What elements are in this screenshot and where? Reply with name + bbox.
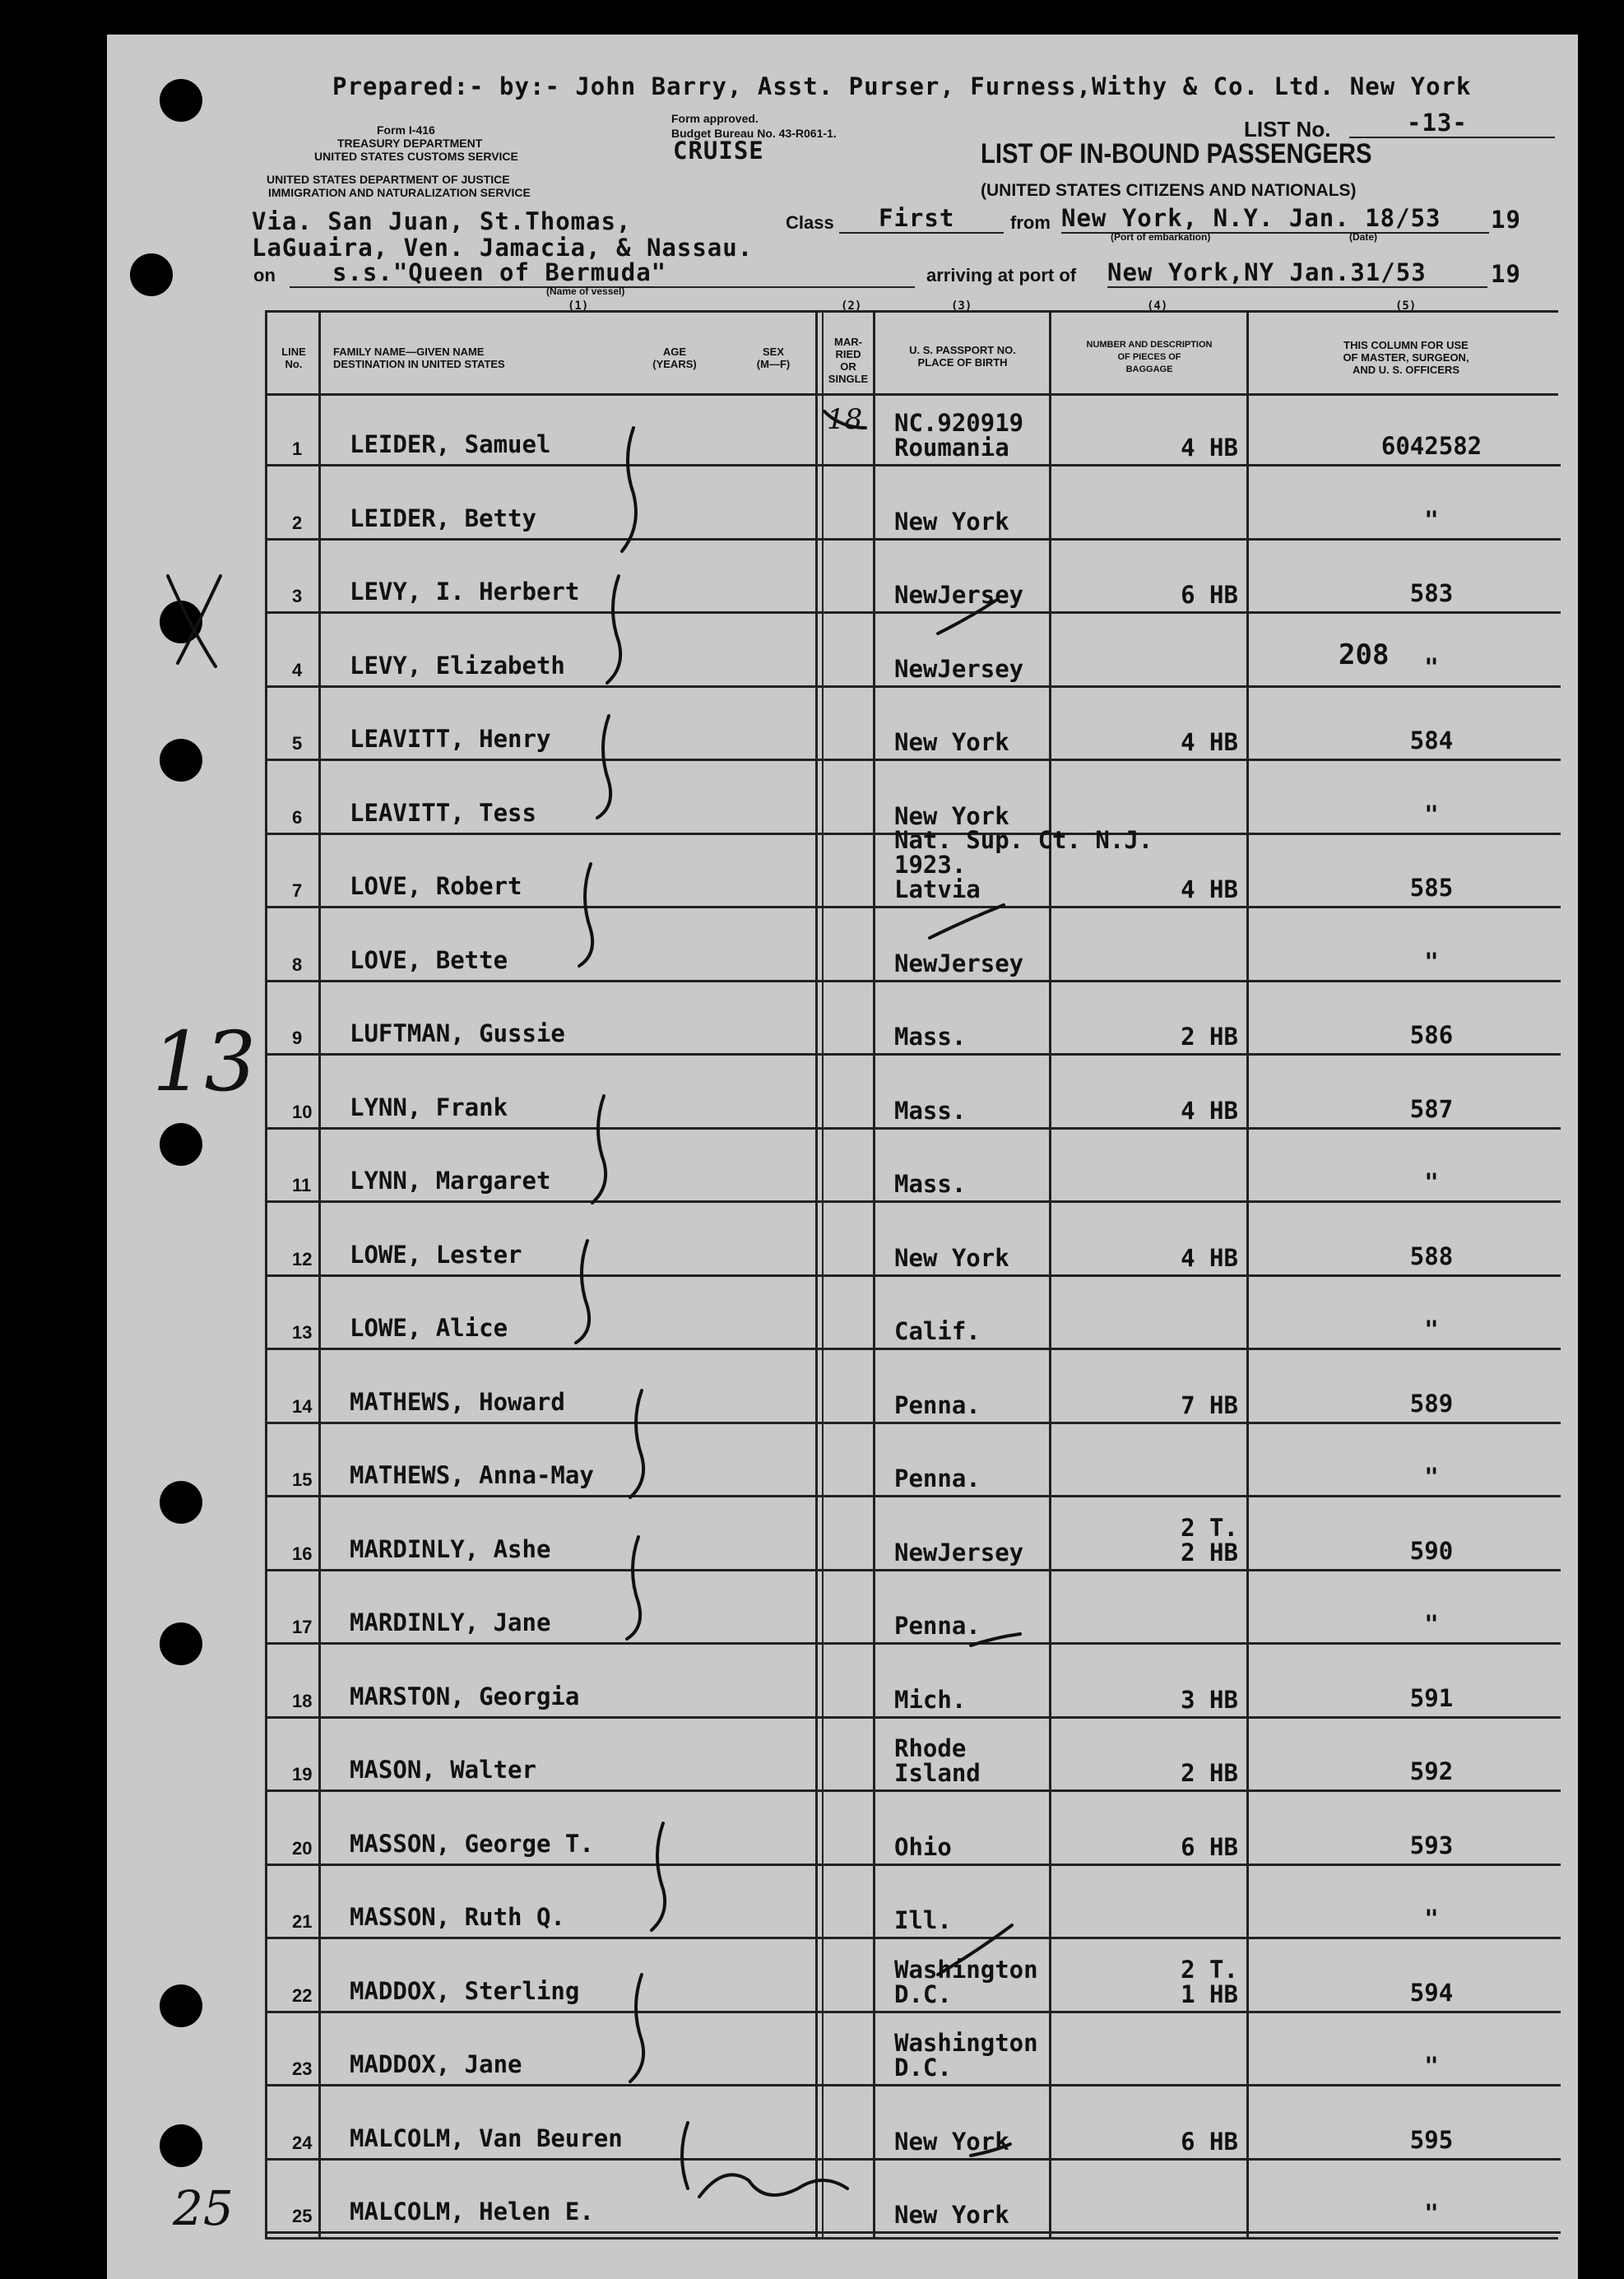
via-line-1: Via. San Juan, St.Thomas,	[252, 207, 632, 235]
line-number: 16	[292, 1543, 313, 1564]
passenger-name: MATHEWS, Howard	[350, 1387, 565, 1416]
baggage-description: 2 T. 2 HB	[1181, 1513, 1238, 1567]
line-number: 3	[292, 586, 303, 606]
official-number: 595	[1409, 2125, 1454, 2154]
place-of-birth: Penna.	[894, 1464, 981, 1492]
table-row	[267, 909, 1561, 982]
official-number: 585	[1409, 874, 1454, 902]
table-row	[267, 1277, 1561, 1350]
baggage-description: 3 HB	[1181, 1685, 1238, 1714]
margin-handwritten-13: 13	[142, 1014, 265, 1110]
passenger-name: LYNN, Margaret	[350, 1167, 551, 1195]
line-number: 21	[292, 1911, 313, 1932]
line-number: 1	[292, 439, 303, 459]
official-number: 586	[1409, 1021, 1454, 1049]
budget-bureau: Budget Bureau No. 43-R061-1.	[671, 127, 837, 140]
class-value: First	[839, 204, 1004, 234]
cruise-label: CRUISE	[673, 137, 764, 165]
passenger-table	[265, 310, 1558, 2240]
arriving-value: New York,NY Jan.31/53	[1107, 258, 1487, 288]
official-number: 593	[1409, 1831, 1454, 1859]
table-row	[267, 2161, 1561, 2234]
official-number: "	[1424, 947, 1439, 976]
line-number: 2	[292, 512, 303, 533]
header-baggage: NUMBER AND DESCRIPTION OF PIECES OF BAGGAGE	[1086, 340, 1213, 374]
column-number: (4)	[1147, 299, 1168, 313]
line-number: 11	[292, 1175, 312, 1195]
official-number: 588	[1409, 1242, 1454, 1270]
form-subtitle: (UNITED STATES CITIZENS AND NATIONALS)	[981, 181, 1357, 200]
place-of-birth: New York	[894, 801, 1009, 830]
column-number: (5)	[1395, 299, 1417, 313]
line-number: 22	[292, 1984, 313, 2006]
place-of-birth: Nat. Sup. Ct. N.J. 1923. Latvia	[894, 826, 1153, 903]
vessel-caption: (Name of vessel)	[546, 285, 625, 297]
place-of-birth: Ohio	[894, 1832, 952, 1861]
passenger-name: LEAVITT, Tess	[350, 798, 536, 827]
line-number: 14	[292, 1395, 313, 1417]
line-number: 12	[292, 1248, 313, 1269]
table-row	[267, 467, 1561, 541]
header-officers: THIS COLUMN FOR USE OF MASTER, SURGEON, AND U. S. OFFICERS	[1343, 339, 1469, 376]
place-of-birth: Mich.	[894, 1685, 967, 1714]
margin-handwritten-25: 25	[173, 2180, 234, 2236]
table-row	[267, 826, 1561, 908]
customs-service: UNITED STATES CUSTOMS SERVICE	[314, 150, 518, 163]
table-row	[267, 762, 1561, 835]
passenger-name: LEVY, Elizabeth	[350, 651, 565, 680]
baggage-description: 4 HB	[1181, 1096, 1238, 1125]
table-row	[267, 1866, 1561, 1939]
official-number: 592	[1409, 1757, 1454, 1785]
place-of-birth: Penna.	[894, 1390, 981, 1419]
official-number: "	[1424, 2199, 1439, 2227]
official-number: 584	[1409, 726, 1454, 754]
place-of-birth: New York	[894, 728, 1009, 756]
via-line-2: LaGuaira, Ven. Jamacia, & Nassau.	[252, 234, 754, 262]
table-row	[267, 1940, 1561, 2013]
passenger-name: LOVE, Robert	[350, 872, 522, 900]
passenger-name: LEAVITT, Henry	[350, 725, 551, 753]
passenger-name: LYNN, Frank	[350, 1093, 508, 1121]
place-of-birth: Mass.	[894, 1023, 967, 1051]
baggage-description: 4 HB	[1181, 728, 1238, 756]
port-of-embarkation-caption: (Port of embarkation)	[1111, 231, 1211, 243]
form-approved: Form approved.	[671, 112, 759, 125]
handwritten-note-208: 208	[1339, 638, 1390, 671]
column-number: (2)	[841, 299, 862, 313]
line-number: 6	[292, 806, 303, 828]
table-row	[267, 1424, 1561, 1497]
form-number: Form I-416	[377, 123, 435, 137]
treasury-department: TREASURY DEPARTMENT	[337, 137, 483, 150]
official-number: 589	[1409, 1389, 1454, 1418]
table-row	[267, 2013, 1561, 2086]
table-row	[267, 1351, 1561, 1424]
official-number: "	[1424, 1463, 1439, 1491]
department-of-justice: UNITED STATES DEPARTMENT OF JUSTICE	[267, 173, 510, 186]
place-of-birth: New York	[894, 2201, 1009, 2229]
column-number: (3)	[951, 299, 972, 313]
immigration-service: IMMIGRATION AND NATURALIZATION SERVICE	[268, 186, 531, 199]
passenger-name: LEVY, I. Herbert	[350, 578, 580, 606]
header-line-no: LINE No.	[281, 346, 309, 370]
baggage-description: 4 HB	[1181, 1243, 1238, 1272]
baggage-description: 2 HB	[1181, 1759, 1238, 1787]
place-of-birth: Washington D.C.	[894, 1955, 1038, 2008]
from-label: from	[1010, 212, 1051, 233]
baggage-description: 6 HB	[1181, 1832, 1238, 1861]
arriving-label: arriving at port of	[926, 265, 1077, 285]
table-row	[267, 1204, 1561, 1277]
binder-hole	[160, 1984, 202, 2027]
table-row	[267, 541, 1561, 614]
passenger-name: MADDOX, Jane	[350, 2050, 522, 2078]
official-number: 6042582	[1380, 432, 1482, 460]
header-name: FAMILY NAME—GIVEN NAME DESTINATION IN UNITED STATES	[333, 346, 505, 370]
binder-hole	[160, 1481, 202, 1524]
baggage-description: 4 HB	[1181, 875, 1238, 903]
line-number: 5	[292, 733, 303, 754]
binder-hole	[160, 1123, 202, 1166]
binder-hole	[160, 2124, 202, 2167]
binder-hole	[130, 253, 173, 296]
on-label: on	[253, 265, 276, 285]
binder-hole	[160, 739, 202, 782]
line-number: 10	[292, 1101, 313, 1122]
line-number: 19	[292, 1764, 313, 1785]
line-number: 23	[292, 2059, 313, 2079]
line-number: 8	[292, 954, 303, 975]
list-no-label: LIST No.	[1244, 117, 1331, 142]
official-number: "	[1424, 2052, 1439, 2080]
form-title: LIST OF IN-BOUND PASSENGERS	[981, 138, 1372, 169]
place-of-birth: NewJersey	[894, 949, 1024, 977]
header-age: AGE (YEARS)	[652, 346, 697, 370]
line-number: 7	[292, 880, 303, 901]
baggage-description: 6 HB	[1181, 2127, 1238, 2156]
place-of-birth: New York	[894, 2127, 1009, 2156]
official-number: 587	[1409, 1094, 1454, 1123]
list-number: -13-	[1349, 109, 1555, 138]
official-number: 591	[1409, 1683, 1454, 1712]
marital-handwritten: 18	[827, 403, 863, 436]
place-of-birth: Mass.	[894, 1170, 967, 1198]
binder-hole	[160, 79, 202, 122]
place-of-birth: NewJersey	[894, 1538, 1024, 1567]
official-number: 594	[1409, 1978, 1454, 2007]
table-row	[267, 1645, 1561, 1719]
binder-hole	[160, 1622, 202, 1665]
place-of-birth: NC.920919 Roumania	[894, 409, 1024, 462]
table-row	[267, 1498, 1561, 1571]
line-number: 18	[292, 1690, 313, 1711]
prepared-by-line: Prepared:- by:- John Barry, Asst. Purser, Furness,Withy & Co. Ltd. New York	[332, 72, 1472, 100]
from-value: New York, N.Y. Jan. 18/53	[1061, 204, 1489, 234]
passenger-name: LUFTMAN, Gussie	[350, 1019, 565, 1047]
table-row	[267, 1793, 1561, 1866]
passenger-name: LEIDER, Betty	[350, 504, 536, 532]
place-of-birth: New York	[894, 1243, 1009, 1272]
baggage-description: 4 HB	[1181, 434, 1238, 462]
official-number: "	[1424, 505, 1439, 534]
header-married: MAR- RIED OR SINGLE	[828, 336, 869, 385]
class-label: Class	[786, 212, 834, 233]
passenger-name: MATHEWS, Anna-May	[350, 1461, 594, 1489]
line-number: 20	[292, 1837, 313, 1859]
place-of-birth: Ill.	[894, 1906, 952, 1934]
official-number: "	[1424, 1168, 1439, 1196]
table-row	[267, 393, 1561, 466]
table-row	[267, 688, 1561, 761]
place-of-birth: NewJersey	[894, 581, 1024, 609]
official-number: "	[1424, 800, 1439, 829]
passenger-name: MALCOLM, Helen E.	[350, 2198, 594, 2226]
line-number: 24	[292, 2132, 313, 2153]
from-year: 19	[1491, 206, 1521, 234]
place-of-birth: Calif.	[894, 1317, 981, 1345]
baggage-description: 2 T. 1 HB	[1181, 1955, 1238, 2008]
place-of-birth: Mass.	[894, 1096, 967, 1125]
table-row	[267, 1571, 1561, 1645]
baggage-description: 2 HB	[1181, 1023, 1238, 1051]
passenger-name: MALCOLM, Van Beuren	[350, 2124, 623, 2152]
official-number: "	[1424, 1905, 1439, 1933]
vessel-name: s.s."Queen of Bermuda"	[290, 258, 915, 288]
baggage-description: 7 HB	[1181, 1390, 1238, 1419]
date-caption: (Date)	[1349, 231, 1378, 243]
official-number: 590	[1409, 1536, 1454, 1565]
passenger-name: MARDINLY, Jane	[350, 1608, 551, 1636]
passenger-name: MASSON, Ruth Q.	[350, 1903, 565, 1931]
line-number: 15	[292, 1469, 313, 1490]
official-number: 583	[1409, 579, 1454, 607]
line-number: 17	[292, 1617, 313, 1637]
binder-hole	[160, 601, 202, 643]
passenger-name: MASSON, George T.	[350, 1829, 594, 1858]
passenger-name: LEIDER, Samuel	[350, 430, 551, 458]
table-row	[267, 1056, 1561, 1130]
table-row	[267, 1130, 1561, 1203]
header-passport: U. S. PASSPORT NO. PLACE OF BIRTH	[909, 344, 1016, 369]
baggage-description: 6 HB	[1181, 581, 1238, 609]
table-row	[267, 982, 1561, 1056]
place-of-birth: New York	[894, 507, 1009, 536]
official-number: "	[1424, 652, 1439, 681]
passenger-name: MADDOX, Sterling	[350, 1976, 580, 2005]
line-number: 13	[292, 1322, 313, 1343]
passenger-name: MARSTON, Georgia	[350, 1682, 580, 1710]
passenger-name: LOWE, Alice	[350, 1314, 508, 1342]
passenger-name: LOWE, Lester	[350, 1240, 522, 1269]
place-of-birth: Rhode Island	[894, 1734, 981, 1787]
passenger-name: LOVE, Bette	[350, 945, 508, 974]
line-number: 25	[292, 2206, 313, 2226]
table-row	[267, 2087, 1561, 2161]
place-of-birth: Washington D.C.	[894, 2029, 1038, 2082]
passenger-name: MARDINLY, Ashe	[350, 1534, 551, 1563]
place-of-birth: NewJersey	[894, 654, 1024, 683]
passenger-name: MASON, Walter	[350, 1756, 536, 1784]
line-number: 9	[292, 1028, 303, 1048]
place-of-birth: Penna.	[894, 1612, 981, 1640]
official-number: "	[1424, 1610, 1439, 1638]
header-sex: SEX (M—F)	[756, 346, 791, 370]
line-number: 4	[292, 659, 303, 680]
column-number: (1)	[568, 299, 589, 313]
official-number: "	[1424, 1316, 1439, 1344]
table-row	[267, 1719, 1561, 1792]
arriving-year: 19	[1491, 260, 1521, 288]
